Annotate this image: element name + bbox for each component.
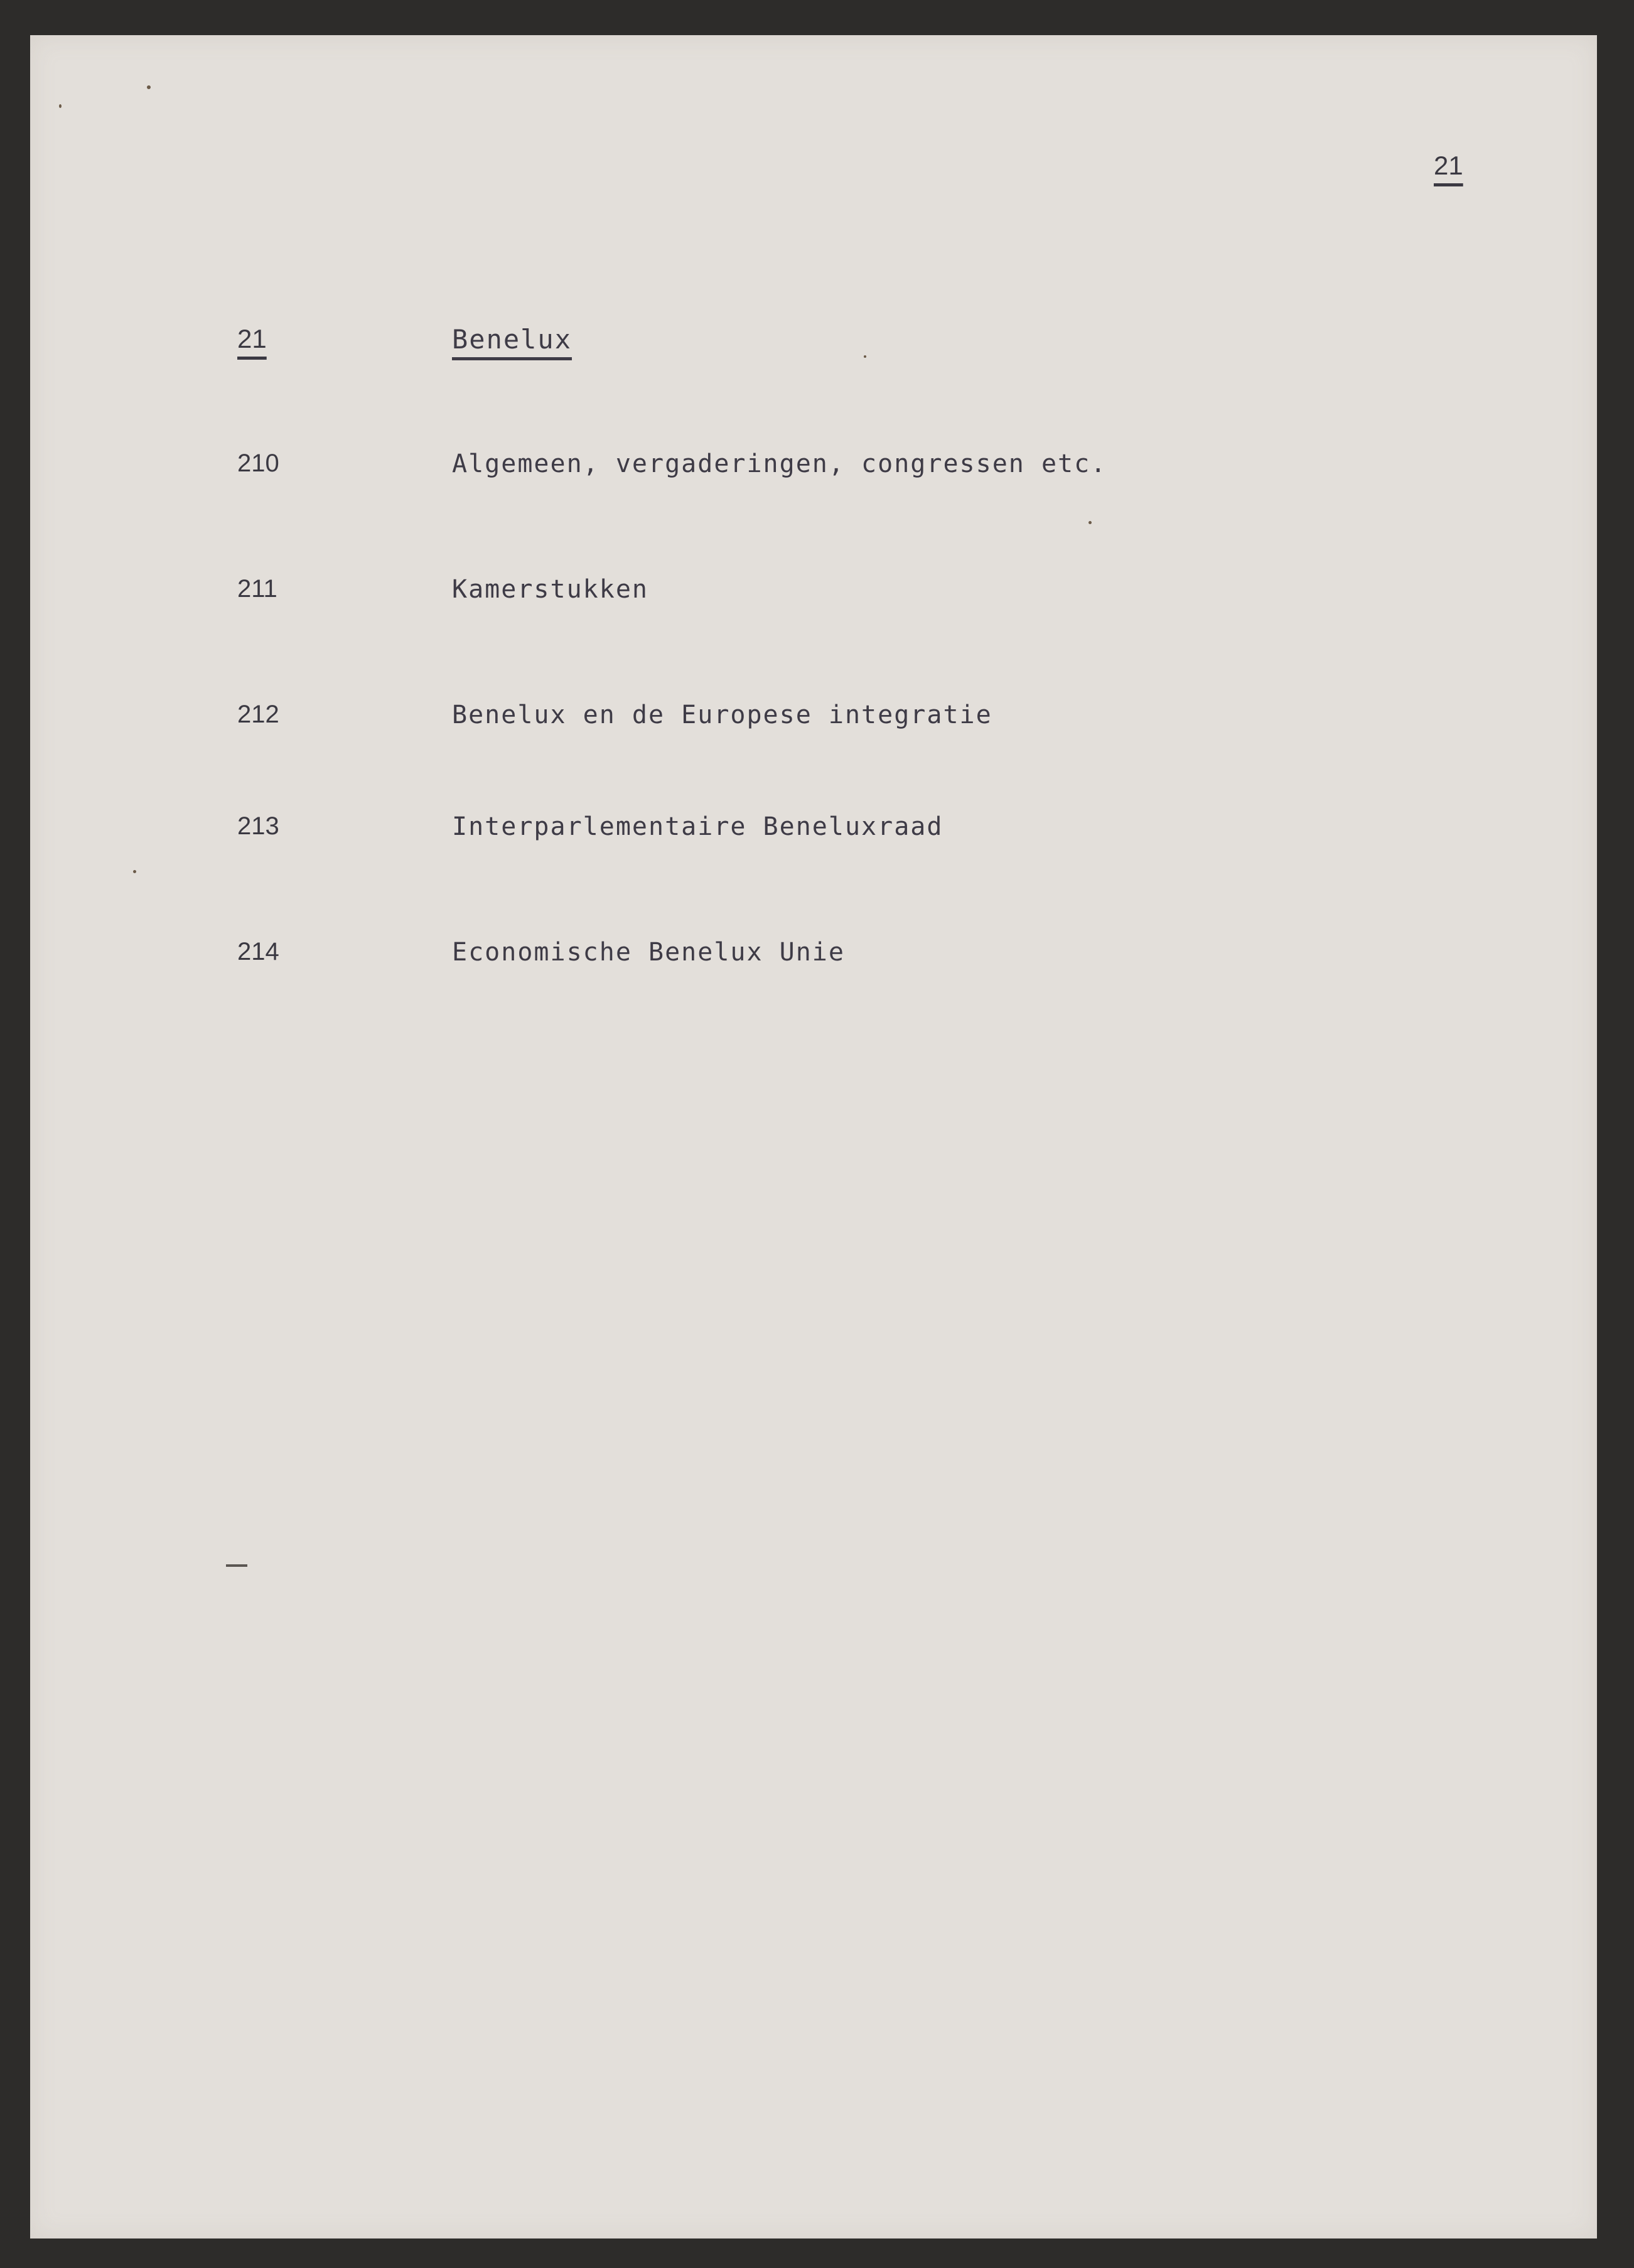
paper-speck xyxy=(59,104,62,108)
entry-label: Interparlementaire Beneluxraad xyxy=(452,812,943,841)
paper-speck xyxy=(147,85,151,89)
entry-label: Benelux en de Europese integratie xyxy=(452,701,992,729)
section-title: Benelux xyxy=(452,324,572,355)
paper-speck xyxy=(1088,521,1092,524)
entry-code: 211 xyxy=(237,575,277,603)
document-page xyxy=(30,35,1597,2238)
entry-label: Kamerstukken xyxy=(452,575,648,604)
entry-code: 214 xyxy=(237,938,279,965)
entry-code: 212 xyxy=(237,701,279,728)
paper-speck xyxy=(864,355,866,358)
page-number: 21 xyxy=(1434,151,1463,180)
paper-speck xyxy=(133,870,136,873)
entry-code: 213 xyxy=(237,812,279,840)
paper-mark xyxy=(226,1564,247,1567)
entry-label: Economische Benelux Unie xyxy=(452,938,845,967)
section-code: 21 xyxy=(237,324,267,353)
entry-code: 210 xyxy=(237,449,279,477)
entry-label: Algemeen, vergaderingen, congressen etc. xyxy=(452,449,1107,478)
